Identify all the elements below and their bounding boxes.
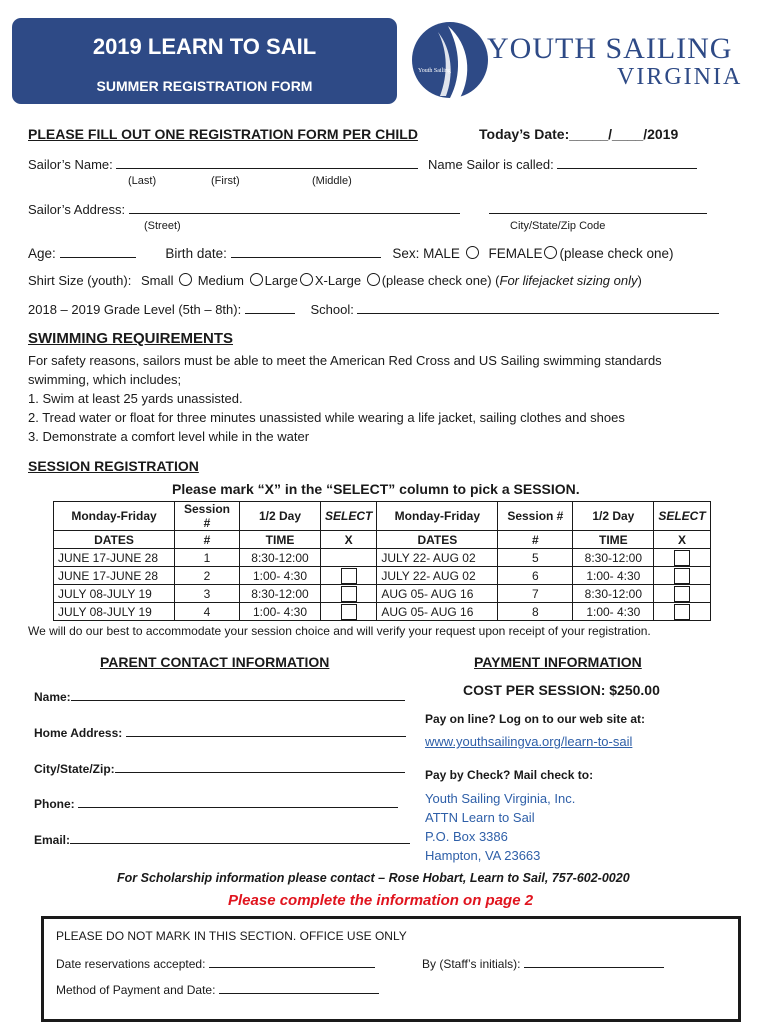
pay-check-label: Pay by Check? Mail check to: (425, 768, 594, 782)
select-checkbox[interactable] (674, 586, 690, 602)
swimming-intro-2: swimming, which includes; (28, 372, 182, 387)
select-checkbox[interactable] (341, 568, 357, 584)
time-cell: 1:00- 4:30 (573, 603, 654, 621)
name-called-field[interactable] (557, 156, 697, 169)
swimming-heading: SWIMMING REQUIREMENTS (28, 330, 233, 347)
header-cell: # (498, 531, 573, 549)
parent-name-label: Name: (34, 690, 71, 704)
city-state-zip-label: City/State/Zip Code (510, 220, 606, 232)
shirt-small-label: Small (140, 273, 174, 288)
time-cell: 8:30-12:00 (573, 549, 654, 567)
birth-date-field[interactable] (231, 245, 381, 258)
col-dates-2: Monday-Friday (377, 502, 498, 531)
header-cell: TIME (573, 531, 654, 549)
shirt-large-label: Large (264, 273, 298, 288)
session-cell: 3 (175, 585, 240, 603)
time-cell: 8:30-12:00 (240, 549, 321, 567)
sailor-address-row (28, 201, 707, 217)
city-field[interactable] (115, 760, 405, 773)
col-select-2: SELECT (654, 502, 710, 531)
swimming-item-1: 1. Swim at least 25 yards unassisted. (28, 391, 243, 406)
dates-cell: JULY 22- AUG 02 (377, 567, 498, 585)
complete-page-2-notice: Please complete the information on page 2 (228, 892, 534, 909)
col-time-1: 1/2 Day (240, 502, 321, 531)
header-cell: # (175, 531, 240, 549)
header-cell: DATES (377, 531, 498, 549)
shirt-hint-end: ) (637, 273, 642, 288)
female-label: FEMALE (488, 246, 543, 261)
grade-row (28, 301, 719, 317)
street-field[interactable] (129, 201, 460, 214)
col-dates-1: Monday-Friday (54, 502, 175, 531)
session-cell: 6 (498, 567, 573, 585)
mail-address-1: Youth Sailing Virginia, Inc. (425, 791, 576, 806)
city-label: City/State/Zip: (34, 762, 115, 776)
grade-field[interactable] (245, 301, 295, 314)
svg-text:Youth Sailing: Youth Sailing (418, 68, 451, 74)
payment-method-field[interactable] (219, 981, 379, 994)
header-cell: X (321, 531, 377, 549)
col-session-2: Session # (498, 502, 573, 531)
age-field[interactable] (60, 245, 136, 258)
sex-hint: (please check one) (559, 246, 674, 261)
sail-logo-icon (410, 20, 490, 100)
phone-row (34, 795, 398, 811)
payment-method-label: Method of Payment and Date: (56, 983, 216, 997)
select-cell (654, 585, 710, 603)
time-cell: 8:30-12:00 (240, 585, 321, 603)
swimming-item-3: 3. Demonstrate a comfort level while in the water (28, 429, 310, 444)
website-link[interactable]: www.youthsailingva.org/learn-to-sail (425, 734, 633, 749)
birth-label: Birth date: (165, 246, 227, 261)
logo-title: YOUTH SAILING (487, 32, 733, 65)
session-table (53, 501, 711, 621)
logo-subtitle: VIRGINIA (617, 64, 743, 90)
table-header-row (54, 502, 711, 531)
select-checkbox[interactable] (674, 568, 690, 584)
office-use-box (41, 916, 741, 1022)
shirt-xlarge-label: X-Large (314, 273, 362, 288)
session-instruction: Please mark “X” in the “SELECT” column to pick a SESSION. (172, 481, 580, 497)
phone-label: Phone: (34, 797, 75, 811)
parent-heading: PARENT CONTACT INFORMATION (100, 654, 330, 670)
select-cell[interactable] (321, 549, 377, 567)
shirt-small-radio[interactable] (179, 273, 192, 286)
dates-cell: AUG 05- AUG 16 (377, 585, 498, 603)
todays-date-field[interactable]: Today’s Date:_____/____/2019 (479, 126, 679, 142)
age-label: Age: (28, 246, 56, 261)
select-checkbox[interactable] (674, 604, 690, 620)
home-address-row (34, 724, 406, 740)
phone-field[interactable] (78, 795, 398, 808)
cost-per-session: COST PER SESSION: $250.00 (463, 682, 660, 698)
shirt-hint: (please check one) ( (381, 273, 500, 288)
shirt-large-radio[interactable] (300, 273, 313, 286)
email-label: Email: (34, 833, 71, 847)
school-field[interactable] (357, 301, 719, 314)
session-cell: 7 (498, 585, 573, 603)
street-label: (Street) (144, 220, 181, 232)
session-note: We will do our best to accommodate your session choice and will verify your request upon receipt of your registration. (28, 624, 651, 638)
header-cell: TIME (240, 531, 321, 549)
header-banner (12, 18, 397, 104)
date-accepted-field[interactable] (209, 955, 375, 968)
form-title: 2019 LEARN TO SAIL (92, 34, 317, 59)
select-cell (654, 567, 710, 585)
form-subtitle: SUMMER REGISTRATION FORM (96, 78, 313, 94)
table-row (54, 567, 711, 585)
shirt-hint-italic: For lifejacket sizing only (499, 273, 638, 288)
city-state-zip-field[interactable] (489, 201, 707, 214)
sex-label: Sex: MALE (392, 246, 460, 261)
dates-cell: JULY 08-JULY 19 (54, 603, 175, 621)
select-cell (654, 603, 710, 621)
col-select-1: SELECT (321, 502, 377, 531)
sailor-name-label: Sailor’s Name: (28, 157, 113, 172)
date-accepted-row (56, 955, 375, 971)
session-cell: 5 (498, 549, 573, 567)
col-session-1: Session # (175, 502, 240, 531)
school-label: School: (310, 302, 354, 317)
sailor-name-row (28, 156, 697, 172)
select-checkbox[interactable] (341, 604, 357, 620)
name-called-label: Name Sailor is called: (428, 157, 554, 172)
address-label: Sailor’s Address: (28, 202, 126, 217)
table-row (54, 549, 711, 567)
session-cell: 1 (175, 549, 240, 567)
session-cell: 4 (175, 603, 240, 621)
staff-initials-label: By (Staff’s initials): (422, 957, 521, 971)
parent-name-field[interactable] (71, 688, 405, 701)
date-accepted-label: Date reservations accepted: (56, 957, 206, 971)
pay-online-label: Pay on line? Log on to our web site at: (425, 712, 646, 726)
female-radio[interactable] (544, 246, 557, 259)
staff-initials-row (422, 955, 664, 971)
select-cell (321, 567, 377, 585)
one-form-per-child: PLEASE FILL OUT ONE REGISTRATION FORM PER CHILD (28, 126, 418, 142)
first-label: (First) (211, 175, 240, 187)
shirt-label: Shirt Size (youth): (28, 273, 132, 288)
select-cell (321, 603, 377, 621)
time-cell: 1:00- 4:30 (573, 567, 654, 585)
sailor-name-field[interactable] (116, 156, 418, 169)
table-row (54, 603, 711, 621)
home-address-label: Home Address: (34, 726, 123, 740)
parent-name-row (34, 688, 405, 704)
payment-heading: PAYMENT INFORMATION (474, 654, 642, 670)
shirt-xlarge-radio[interactable] (367, 273, 380, 286)
mail-address-2: ATTN Learn to Sail (425, 810, 535, 825)
office-use-title: PLEASE DO NOT MARK IN THIS SECTION. OFFICE USE ONLY (56, 929, 407, 943)
table-row (54, 585, 711, 603)
payment-method-row (56, 981, 379, 997)
dates-cell: JULY 08-JULY 19 (54, 585, 175, 603)
select-checkbox[interactable] (341, 586, 357, 602)
time-cell: 8:30-12:00 (573, 585, 654, 603)
middle-label: (Middle) (312, 175, 352, 187)
session-cell: 2 (175, 567, 240, 585)
select-cell (321, 585, 377, 603)
session-heading: SESSION REGISTRATION (28, 458, 199, 474)
shirt-size-row (28, 273, 642, 288)
col-time-2: 1/2 Day (573, 502, 654, 531)
swimming-intro-1: For safety reasons, sailors must be able to meet the American Red Cross and US Sailing swimming standards (28, 353, 662, 368)
swimming-item-2: 2. Tread water or float for three minutes unassisted while wearing a life jacket, sailing clothes and shoes (28, 410, 625, 425)
session-cell: 8 (498, 603, 573, 621)
home-address-field[interactable] (126, 724, 406, 737)
city-row (34, 760, 405, 776)
staff-initials-field[interactable] (524, 955, 664, 968)
table-header-row (54, 531, 711, 549)
select-cell (654, 549, 710, 567)
time-cell: 1:00- 4:30 (240, 567, 321, 585)
mail-address-3: P.O. Box 3386 (425, 829, 508, 844)
header-cell: DATES (54, 531, 175, 549)
select-checkbox[interactable] (674, 550, 690, 566)
scholarship-info: For Scholarship information please contact – Rose Hobart, Learn to Sail, 757-602-0020 (117, 871, 630, 885)
dates-cell: JUNE 17-JUNE 28 (54, 567, 175, 585)
male-radio[interactable] (466, 246, 479, 259)
mail-address-4: Hampton, VA 23663 (425, 848, 541, 863)
dates-cell: JUNE 17-JUNE 28 (54, 549, 175, 567)
shirt-medium-label: Medium (197, 273, 244, 288)
header-cell: X (654, 531, 710, 549)
email-field[interactable] (70, 831, 410, 844)
age-row (28, 245, 674, 261)
dates-cell: AUG 05- AUG 16 (377, 603, 498, 621)
last-label: (Last) (128, 175, 157, 187)
grade-label: 2018 – 2019 Grade Level (5th – 8th): (28, 302, 242, 317)
shirt-medium-radio[interactable] (250, 273, 263, 286)
time-cell: 1:00- 4:30 (240, 603, 321, 621)
dates-cell: JULY 22- AUG 02 (377, 549, 498, 567)
email-row (34, 831, 410, 847)
